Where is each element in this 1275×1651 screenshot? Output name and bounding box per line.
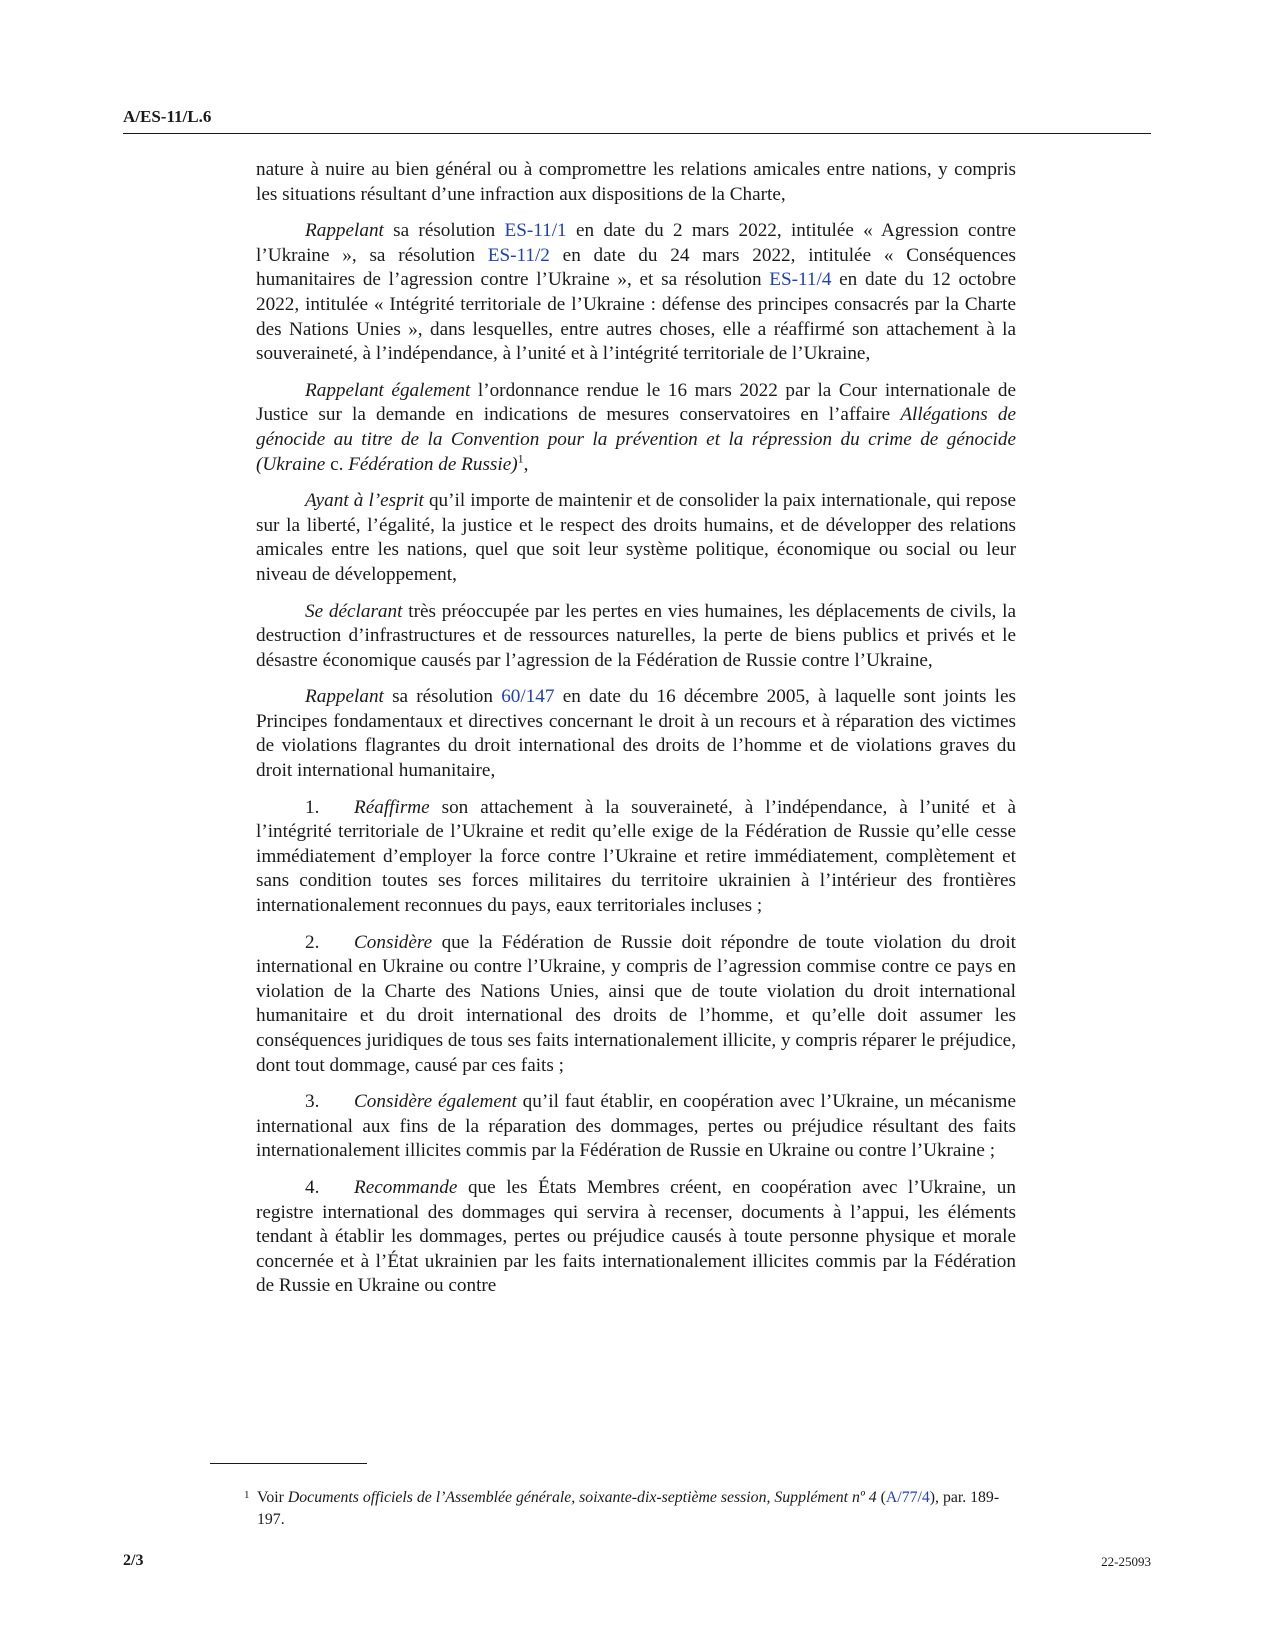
paragraph-lead: Rappelant également xyxy=(305,379,471,401)
document-link-a-77-4[interactable]: A/77/4 xyxy=(885,1489,930,1506)
paragraph-number: 4. xyxy=(305,1176,320,1198)
paragraph-lead: Ayant à l’esprit xyxy=(305,490,424,512)
paragraph-text: en date du 2 mars 2022, intitulée « Agression contre l’Ukraine », sa résolution xyxy=(256,220,1016,266)
resolution-link-es-11-4[interactable]: ES-11/4 xyxy=(769,269,832,291)
footnote-source-title: Documents officiels de l’Assemblée générale, soixante-dix-septième session, Supplément nº 4 xyxy=(287,1489,877,1506)
paragraph-text: en date du 24 mars 2022, intitulée « Conséquences humanitaires de l’agression contre l’Ukraine », et sa résolution xyxy=(256,244,1016,291)
case-party: Fédération de Russie) xyxy=(348,453,518,475)
case-versus: c. xyxy=(325,453,349,475)
footnote-text xyxy=(257,1487,1017,1531)
page-number: 2/3 xyxy=(123,1552,144,1569)
paragraph-number: 1. xyxy=(305,796,320,818)
paragraph-text: qu’il importe de maintenir et de consolider la paix internationale, qui repose sur la liberté, l’égalité, la justice et le respect des droits humains, et de développer des relations amicales entre les nations, quel que soit leur système politique, économique ou social ou leur niveau de développement, xyxy=(256,490,1016,585)
paragraph-text: l’ordonnance rendue le 16 mars 2022 par la Cour internationale de Justice sur la demande en indications de mesures conservatoires en l’affaire xyxy=(256,379,1017,426)
paragraph-lead: Considère xyxy=(354,931,433,953)
footnote-separator xyxy=(210,1463,367,1464)
paragraph-text: sa résolution xyxy=(383,686,502,708)
document-symbol: A/ES-11/L.6 xyxy=(123,107,212,126)
paragraph-text: , xyxy=(523,453,529,475)
resolution-link-es-11-2[interactable]: ES-11/2 xyxy=(487,244,550,266)
footnote-text-part: Voir xyxy=(257,1489,288,1506)
preambular-paragraph-icj-order xyxy=(256,379,1016,477)
case-title: Allégations de génocide au titre de la Convention pour la prévention et la répression du crime de génocide (Ukraine xyxy=(256,404,1016,475)
document-body xyxy=(256,158,1016,1311)
paragraph-text: son attachement à la souveraineté, à l’indépendance, à l’unité et à l’intégrité territoriale de l’Ukraine et redit qu’elle exige de la Fédération de Russie qu’elle cesse immédiatement d’employer la force contre l’Ukraine et retire immédiatement, complètement et sans condition toutes ses forces militaires du territoire ukrainien à l’intérieur des frontières internationalement reconnues du pays, eaux territoriales incluses ; xyxy=(256,796,1016,917)
footnote-text-part: ), par. 189-197. xyxy=(257,1489,1000,1528)
resolution-link-es-11-1[interactable]: ES-11/1 xyxy=(504,220,567,242)
operative-paragraph-4 xyxy=(256,1176,1016,1299)
paragraph-text: en date du 12 octobre 2022, intitulée « Intégrité territoriale de l’Ukraine : défense des principes consacrés par la Charte des Nations Unies », dans lesquelles, entre autres choses, elle a réaffirmé son attachement à la souveraineté, à l’indépendance, à l’unité et à l’intégrité territoriale de l’Ukraine, xyxy=(256,269,1017,365)
job-number: 22-25093 xyxy=(1101,1554,1151,1569)
paragraph-continuation: nature à nuire au bien général ou à compromettre les relations amicales entre nations, y compris les situations résultant d’une infraction aux dispositions de la Charte, xyxy=(256,159,1016,205)
paragraph-text: sa résolution xyxy=(383,220,505,242)
paragraph-lead: Se déclarant xyxy=(305,600,403,622)
paragraph-lead: Rappelant xyxy=(305,686,384,708)
resolution-link-60-147[interactable]: 60/147 xyxy=(501,686,555,708)
preambular-paragraph-concern xyxy=(256,600,1016,674)
paragraph-lead: Considère également xyxy=(354,1091,517,1113)
operative-paragraph-1 xyxy=(256,796,1016,919)
preambular-paragraph-resolution-60-147 xyxy=(256,685,1016,783)
footnote-reference[interactable]: 1 xyxy=(517,451,524,466)
paragraph-text: qu’il faut établir, en coopération avec l’Ukraine, un mécanisme international aux fins de la réparation des dommages, pertes ou préjudice résultant des faits internationalement illicites commis par la Fédération de Russie en Ukraine ou contre l’Ukraine ; xyxy=(256,1091,1016,1162)
paragraph-number: 3. xyxy=(305,1091,320,1113)
paragraph-text: en date du 16 décembre 2005, à laquelle sont joints les Principes fondamentaux et directives concernant le droit à un recours et à réparation des victimes de violations flagrantes du droit international des droits de l’homme et de violations graves du droit international humanitaire, xyxy=(256,686,1016,782)
paragraph-lead: Recommande xyxy=(354,1176,458,1198)
paragraph-text: que la Fédération de Russie doit répondre de toute violation du droit international en Ukraine ou contre l’Ukraine, y compris de l’agression commise contre ce pays en violation de la Charte des Nations Unies, ainsi que de toute violation du droit international humanitaire et du droit international des droits de l’homme, et qu’elle doit assumer les conséquences juridiques de tous ses faits internationalement illicite, y compris réparer le préjudice, dont tout dommage, causé par ces faits ; xyxy=(256,931,1016,1076)
paragraph-text: très préoccupée par les pertes en vies humaines, les déplacements de civils, la destruction d’infrastructures et de ressources naturelles, la perte de biens publics et privés et le désastre économique causés par l’agression de la Fédération de Russie contre l’Ukraine, xyxy=(256,600,1016,671)
header-rule xyxy=(123,133,1151,134)
operative-paragraph-3 xyxy=(256,1090,1016,1164)
footnote-text-part: ( xyxy=(876,1489,886,1506)
paragraph-lead: Réaffirme xyxy=(354,796,430,818)
footnote-1 xyxy=(244,1487,1017,1531)
preambular-paragraph-peace xyxy=(256,489,1016,587)
footnote-mark: 1 xyxy=(244,1489,250,1501)
paragraph-number: 2. xyxy=(305,931,320,953)
paragraph-text: que les États Membres créent, en coopération avec l’Ukraine, un registre international des dommages qui servira à recenser, documents à l’appui, les éléments tendant à établir les dommages, pertes ou préjudice causés à toute personne physique et morale concernée et à l’État ukrainien par les faits internationalement illicites commis par la Fédération de Russie en Ukraine ou contre xyxy=(256,1176,1016,1297)
operative-paragraph-2 xyxy=(256,931,1016,1079)
paragraph-lead: Rappelant xyxy=(305,220,384,242)
preambular-paragraph-recalling-resolutions xyxy=(256,219,1016,367)
